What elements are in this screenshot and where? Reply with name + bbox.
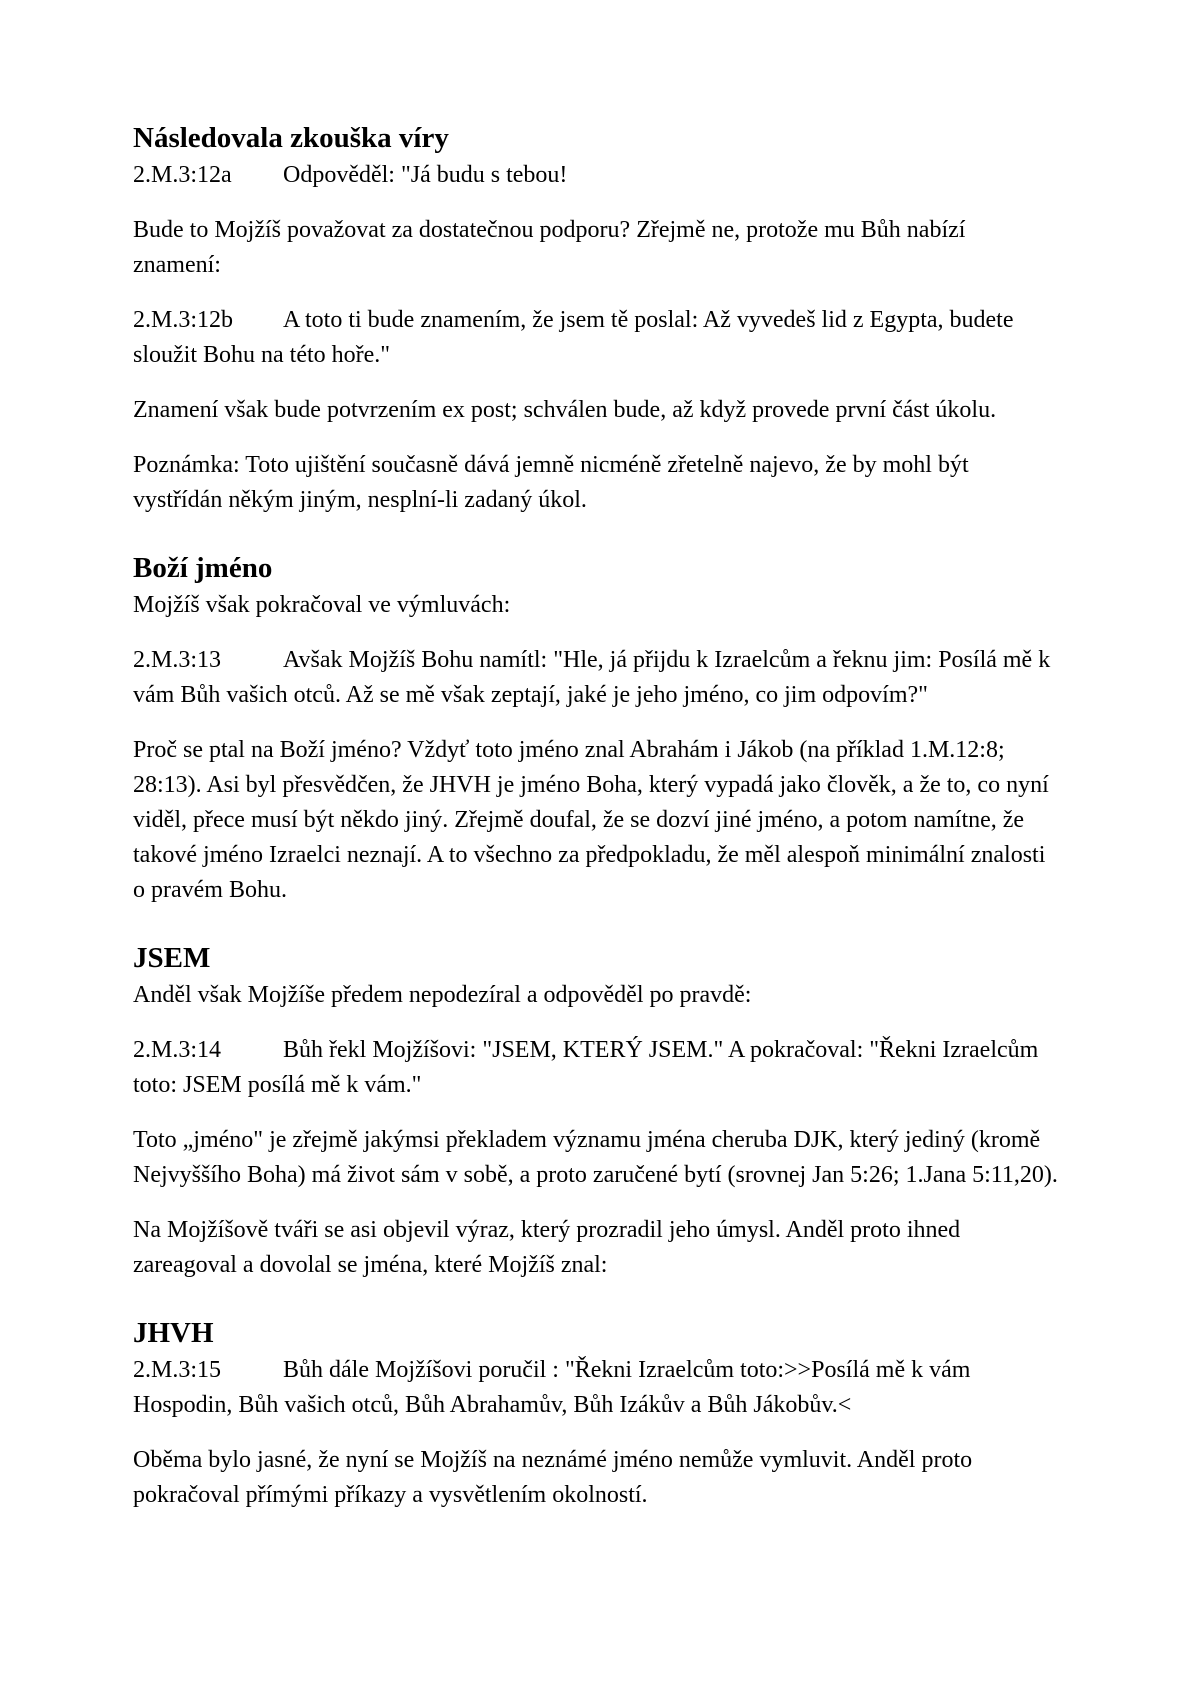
section-jhvh xyxy=(133,1313,1058,1513)
body-paragraph: Mojžíš však pokračoval ve výmluvách: xyxy=(133,592,511,618)
section-heading: JSEM xyxy=(133,942,211,974)
verse-ref: 2.M.3:13 xyxy=(133,647,222,673)
verse-text: Odpověděl: "Já budu s tebou! xyxy=(283,162,568,188)
verse-text: Avšak Mojžíš Bohu namítl: "Hle, já přijdu k Izraelcům a řeknu jim: Posílá mě k vám Bůh vašich otců. Až se mě však zeptají, jaké je jeho jméno, co jim odpovím?" xyxy=(133,647,1051,708)
section-bozi-jmeno xyxy=(133,548,1058,908)
verse-ref: 2.M.3:15 xyxy=(133,1357,222,1383)
verse-text: A toto ti bude znamením, že jsem tě poslal: Až vyvedeš lid z Egypta, budete sloužit Bohu na této hoře." xyxy=(133,307,1014,368)
verse-paragraph xyxy=(133,1353,1058,1423)
section-heading: JHVH xyxy=(133,1317,214,1349)
body-paragraph: Na Mojžíšově tváři se asi objevil výraz, který prozradil jeho úmysl. Anděl proto ihned zareagoval a dovolal se jména, které Mojžíš znal: xyxy=(133,1217,961,1278)
verse-paragraph xyxy=(133,643,1058,713)
section-heading: Následovala zkouška víry xyxy=(133,122,449,154)
verse-paragraph xyxy=(133,158,1058,193)
verse-paragraph xyxy=(133,1033,1058,1103)
body-paragraph: Bude to Mojžíš považovat za dostatečnou podporu? Zřejmě ne, protože mu Bůh nabízí znamení: xyxy=(133,217,966,278)
verse-paragraph xyxy=(133,303,1058,373)
body-paragraph: Anděl však Mojžíše předem nepodezíral a odpověděl po pravdě: xyxy=(133,982,752,1008)
body-paragraph: Znamení však bude potvrzením ex post; schválen bude, až když provede první část úkolu. xyxy=(133,397,997,423)
section-nasledovala-zkouska-viry xyxy=(133,118,1058,518)
body-paragraph: Toto „jméno" je zřejmě jakýmsi překladem významu jména cheruba DJK, který jediný (kromě Nejvyššího Boha) má život sám v sobě, a proto zaručené bytí (srovnej Jan 5:26; 1.Jana 5:11,20). xyxy=(133,1127,1058,1188)
body-paragraph: Oběma bylo jasné, že nyní se Mojžíš na neznámé jméno nemůže vymluvit. Anděl proto pokračoval přímými příkazy a vysvětlením okolností. xyxy=(133,1447,973,1508)
verse-ref: 2.M.3:12a xyxy=(133,162,232,188)
section-heading: Boží jméno xyxy=(133,552,273,584)
body-paragraph: Poznámka: Toto ujištění současně dává jemně nicméně zřetelně najevo, že by mohl být vystřídán někým jiným, nesplní-li zadaný úkol. xyxy=(133,452,969,513)
section-jsem xyxy=(133,938,1058,1283)
document-content xyxy=(133,118,1058,1513)
verse-ref: 2.M.3:14 xyxy=(133,1037,222,1063)
verse-text: Bůh dále Mojžíšovi poručil : "Řekni Izraelcům toto:>>Posílá mě k vám Hospodin, Bůh vašich otců, Bůh Abrahamův, Bůh Izákův a Bůh Jákobův.< xyxy=(133,1357,971,1418)
verse-ref: 2.M.3:12b xyxy=(133,307,234,333)
body-paragraph: Proč se ptal na Boží jméno? Vždyť toto jméno znal Abrahám i Jákob (na příklad 1.M.12:8; 28:13). Asi byl přesvědčen, že JHVH je jméno Boha, který vypadá jako člověk, a že to, co nyní viděl, přece musí být někdo jiný. Zřejmě doufal, že se dozví jiné jméno, a potom namítne, že takové jméno Izraelci neznají. A to všechno za předpokladu, že měl alespoň minimální znalosti o pravém Bohu. xyxy=(133,737,1049,903)
verse-text: Bůh řekl Mojžíšovi: "JSEM, KTERÝ JSEM." A pokračoval: "Řekni Izraelcům toto: JSEM posílá mě k vám." xyxy=(133,1037,1039,1098)
